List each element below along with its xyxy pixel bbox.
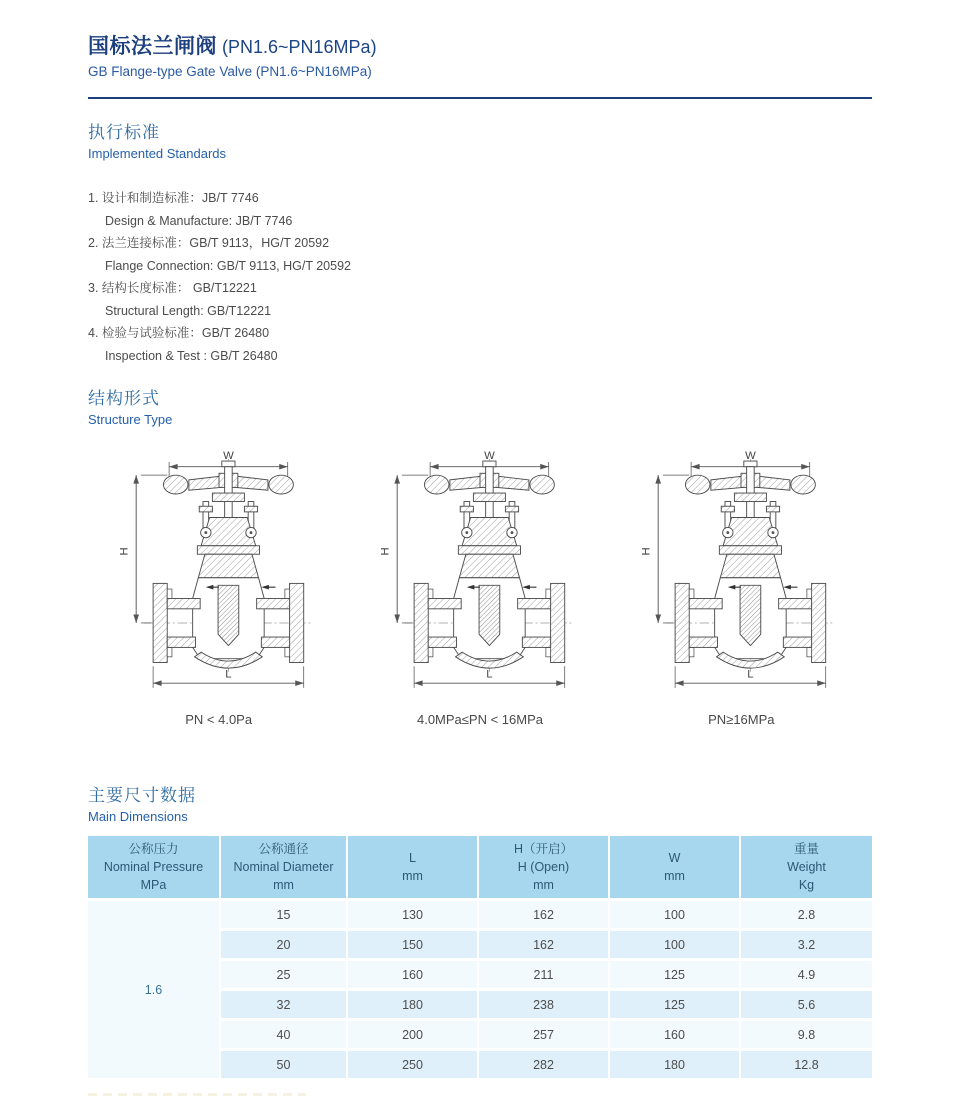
table-cell: 40 <box>221 1021 346 1048</box>
valve-diagram-cell <box>88 446 349 727</box>
structure-section <box>88 384 872 427</box>
standard-item <box>88 187 872 232</box>
header-line: L <box>409 850 416 865</box>
header-line: H（开启） <box>513 841 574 856</box>
standards-section <box>88 118 872 367</box>
header-line: Kg <box>798 878 815 893</box>
standard-item-zh: 1. 设计和制造标准：JB/T 7746 <box>88 191 259 205</box>
table-cell: 150 <box>348 931 477 958</box>
table-cell: 32 <box>221 991 346 1018</box>
standards-list <box>88 187 872 367</box>
table-cell: 282 <box>479 1051 608 1078</box>
table-cell: 50 <box>221 1051 346 1078</box>
header-weight <box>741 836 872 898</box>
standard-item <box>88 277 872 322</box>
table-cell: 15 <box>221 901 346 928</box>
table-cell: 100 <box>610 901 739 928</box>
table-cell: 180 <box>348 991 477 1018</box>
table-row <box>88 901 872 928</box>
standards-heading-zh: 执行标准 <box>88 123 160 142</box>
table-cell: 257 <box>479 1021 608 1048</box>
table-cell: 200 <box>348 1021 477 1048</box>
dimensions-heading-en: Main Dimensions <box>88 809 188 824</box>
page-title-zh: 国标法兰闸阀 <box>88 35 217 58</box>
header-nominal-diameter <box>221 836 346 898</box>
gate-valve-drawing-icon <box>372 446 588 702</box>
valve-diagram-cell <box>611 446 872 727</box>
table-cell: 162 <box>479 931 608 958</box>
dimensions-section <box>88 781 872 824</box>
gate-valve-drawing-icon <box>633 446 849 702</box>
standard-item-en: Structural Length: GB/T12221 <box>105 303 272 318</box>
standards-heading-en: Implemented Standards <box>88 146 227 161</box>
table-cell: 250 <box>348 1051 477 1078</box>
table-cell: 238 <box>479 991 608 1018</box>
table-cell: 25 <box>221 961 346 988</box>
header-line: 重量 <box>793 841 819 856</box>
header-line: 公称通径 <box>258 841 309 856</box>
table-cell: 125 <box>610 991 739 1018</box>
page-header <box>88 30 872 79</box>
table-cell: 3.2 <box>741 931 872 958</box>
standard-item-en: Flange Connection: GB/T 9113, HG/T 20592 <box>105 258 351 273</box>
diagram-caption: PN≥16MPa <box>708 712 775 727</box>
pressure-cell: 1.6 <box>88 901 219 1078</box>
structure-heading-zh: 结构形式 <box>88 389 160 408</box>
dimensions-heading-zh: 主要尺寸数据 <box>88 786 196 805</box>
standard-item-zh: 3. 结构长度标准： GB/T12221 <box>88 281 257 295</box>
page-title-suffix: (PN1.6~PN16MPa) <box>217 37 377 57</box>
page-title-en: GB Flange-type Gate Valve (PN1.6~PN16MPa) <box>88 64 372 79</box>
table-cell: 5.6 <box>741 991 872 1018</box>
table-header-row <box>88 836 872 898</box>
header-line: Nominal Diameter <box>233 859 334 874</box>
valve-diagrams-row <box>88 446 872 727</box>
header-nominal-pressure <box>88 836 219 898</box>
standard-item <box>88 232 872 277</box>
table-cell: 4.9 <box>741 961 872 988</box>
table-cell: 9.8 <box>741 1021 872 1048</box>
standard-item-en: Design & Manufacture: JB/T 7746 <box>105 213 293 228</box>
header-line: H (Open) <box>517 859 570 874</box>
header-line: mm <box>273 878 294 893</box>
diagram-caption: PN < 4.0Pa <box>185 712 253 727</box>
header-height-open <box>479 836 608 898</box>
header-line: mm <box>533 878 554 893</box>
table-cell: 162 <box>479 901 608 928</box>
page-title <box>88 30 872 60</box>
table-cell: 211 <box>479 961 608 988</box>
header-length-l <box>348 836 477 898</box>
valve-diagram-cell <box>349 446 610 727</box>
table-cell: 20 <box>221 931 346 958</box>
standard-item-en: Inspection & Test : GB/T 26480 <box>105 348 278 363</box>
table-cell: 130 <box>348 901 477 928</box>
header-line: Nominal Pressure <box>103 859 204 874</box>
header-line: mm <box>664 869 685 883</box>
standard-item-zh: 2. 法兰连接标准：GB/T 9113，HG/T 20592 <box>88 236 330 250</box>
table-cell: 2.8 <box>741 901 872 928</box>
header-line: MPa <box>140 878 167 893</box>
table-cell: 125 <box>610 961 739 988</box>
table-cell: 12.8 <box>741 1051 872 1078</box>
table-cell: 160 <box>610 1021 739 1048</box>
table-cell: 180 <box>610 1051 739 1078</box>
diagram-caption: 4.0MPa≤PN < 16MPa <box>416 712 543 727</box>
header-line: Weight <box>787 859 826 874</box>
gate-valve-drawing-icon <box>111 446 327 702</box>
standard-item-zh: 4. 检验与试验标准：GB/T 26480 <box>88 326 270 340</box>
structure-heading-en: Structure Type <box>88 412 173 427</box>
header-line: 公称压力 <box>128 841 179 856</box>
header-width-w <box>610 836 739 898</box>
table-cell: 100 <box>610 931 739 958</box>
header-line: W <box>668 850 681 865</box>
header-line: mm <box>402 869 423 883</box>
dimensions-table <box>86 833 874 1081</box>
cutoff-next-section-artifact <box>88 1093 306 1096</box>
table-cell: 160 <box>348 961 477 988</box>
standard-item <box>88 322 872 367</box>
title-divider <box>88 97 872 99</box>
